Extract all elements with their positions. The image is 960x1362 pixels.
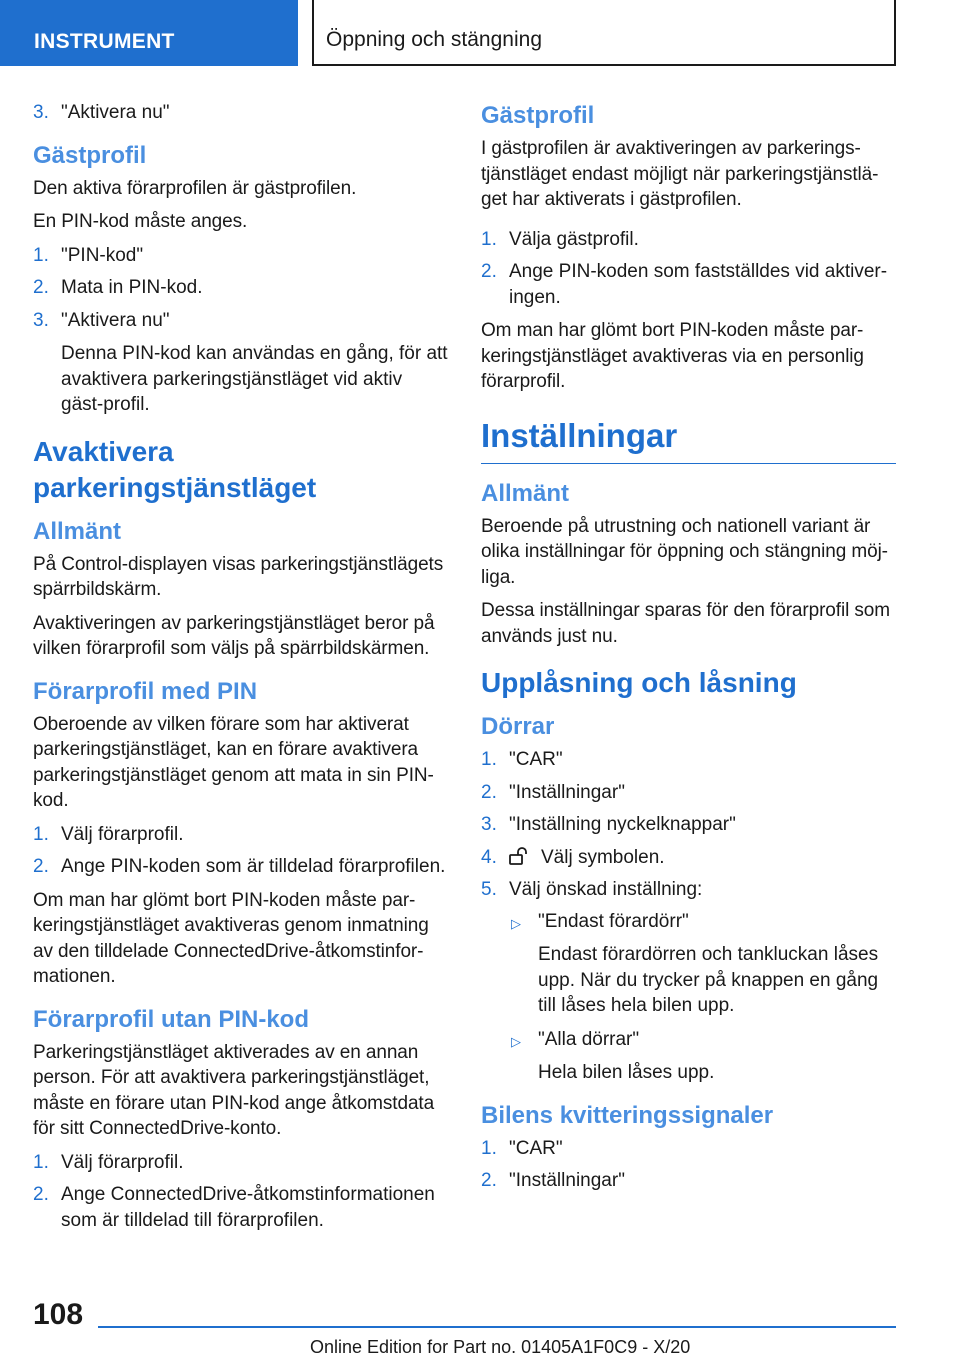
heading-guest-profile: Gästprofil xyxy=(33,141,147,169)
heading-doors: Dörrar xyxy=(481,713,555,740)
paragraph: Parkeringstjänstläget aktiverades av en annan person. För att avaktivera parkeringstjänstläget, måste en förare utan PIN-kod ange åtkomstdata för sitt ConnectedDrive-konto. xyxy=(33,1041,435,1139)
heading-general: Allmänt xyxy=(33,517,122,545)
heading-with-pin: Förarprofil med PIN xyxy=(33,677,258,705)
list-item-note: Denna PIN-kod kan användas en gång, för att avaktivera parkeringstjänstläget vid aktiv gäst-profil. xyxy=(61,343,448,415)
heading-without-pin: Förarprofil utan PIN-kod xyxy=(33,1005,309,1033)
unlocked-padlock-icon xyxy=(509,847,531,865)
list-item: 2. Mata in PIN-kod. xyxy=(33,277,203,298)
heading-locking: Upplåsning och låsning xyxy=(481,667,797,698)
step-list-guest xyxy=(33,243,448,418)
paragraph: Om man har glömt bort PIN-koden måste par-keringstjänstläget avaktiveras via en personlig förarprofil. xyxy=(481,320,864,392)
paragraph: I gästprofilen är avaktiveringen av parkerings-tjänstläget endast möjligt när parkeringstjänstlä-get har aktiverats i gästprofilen. xyxy=(481,138,879,210)
paragraph: På Control-displayen visas parkeringstjänstlägets spärrbildskärm. xyxy=(33,553,444,600)
list-item: 2. Ange ConnectedDrive-åtkomstinformationen som är tilldelad till förarprofilen. xyxy=(33,1184,435,1231)
header-section-tab xyxy=(0,0,298,66)
triangle-bullet-icon: ▷ xyxy=(511,1033,521,1049)
footer-edition: Online Edition for Part no. 01405A1F0C9 - X/20 xyxy=(310,1337,691,1357)
list-item: 3. "Inställning nyckelknappar" xyxy=(481,814,736,835)
list-item: 1. Välj förarprofil. xyxy=(33,823,184,845)
step-list-with-pin xyxy=(33,822,448,880)
footer-divider xyxy=(98,1326,896,1328)
step-list-without-pin xyxy=(33,1150,448,1234)
left-column xyxy=(33,100,448,1241)
step-list-doors xyxy=(481,747,896,1086)
paragraph: Beroende på utrustning och nationell variant är olika inställningar för öppning och stängning möj-liga. xyxy=(481,515,888,588)
header-chapter-title: Öppning och stängning xyxy=(326,28,542,51)
list-item: 1. Välja gästprofil. xyxy=(481,228,639,250)
heading-signals: Bilens kvitteringssignaler xyxy=(481,1101,774,1129)
triangle-bullet-icon: ▷ xyxy=(511,915,521,931)
paragraph: En PIN-kod måste anges. xyxy=(33,211,248,232)
list-item: 3. "Aktivera nu" Denna PIN-kod kan användas en gång, för att avaktivera parkeringstjänstläget vid aktiv gäst-profil. xyxy=(33,308,448,418)
list-item: 2. Ange PIN-koden som fastställdes vid aktiver-ingen. xyxy=(481,261,888,308)
list-item: 3. "Aktivera nu" xyxy=(33,102,170,123)
step-list-signals xyxy=(481,1136,896,1194)
option-item: ▷ "Endast förardörr" Endast förardörren och tankluckan låses upp. När du trycker på knappen en gång till låses hela bilen upp. xyxy=(509,909,896,1019)
list-item: 1. "PIN-kod" xyxy=(33,244,144,266)
list-item: 1. Välj förarprofil. xyxy=(33,1151,184,1173)
list-item: 2. "Inställningar" xyxy=(481,781,625,803)
paragraph: Den aktiva förarprofilen är gästprofilen. xyxy=(33,177,357,199)
heading-guest-profile: Gästprofil xyxy=(481,102,595,129)
paragraph: Dessa inställningar sparas för den förarprofil som används just nu. xyxy=(481,600,890,647)
step-list-top xyxy=(33,100,448,126)
heading-deactivate: Avaktivera parkeringstjänstläget xyxy=(33,435,317,503)
option-item: ▷ "Alla dörrar" Hela bilen låses upp. xyxy=(509,1027,896,1086)
heading-settings: Inställningar xyxy=(481,415,896,464)
list-item: 2. "Inställningar" xyxy=(481,1170,625,1191)
list-item: 2. Ange PIN-koden som är tilldelad förarprofilen. xyxy=(33,856,446,877)
option-list xyxy=(509,909,896,1086)
page-number: 108 xyxy=(33,1298,84,1331)
list-item: 1. "CAR" xyxy=(481,1137,563,1159)
right-column xyxy=(481,100,896,1202)
option-description: Endast förardörren och tankluckan låses upp. När du trycker på knappen en gång till låses hela bilen upp. xyxy=(538,944,879,1016)
option-description: Hela bilen låses upp. xyxy=(538,1062,715,1083)
header-section-title: INSTRUMENT xyxy=(34,30,175,53)
step-list-guest xyxy=(481,227,896,311)
paragraph: Om man har glömt bort PIN-koden måste par-keringstjänstläget avaktiveras genom inmatning av den tilldelade ConnectedDrive-åtkomstinfor-mationen. xyxy=(33,889,429,987)
paragraph: Avaktiveringen av parkeringstjänstläget beror på vilken förarprofil som väljs på spärrbildskärmen. xyxy=(33,612,435,659)
list-item: 1. "CAR" xyxy=(481,749,563,770)
list-item: 4. Välj symbolen. xyxy=(481,846,665,868)
paragraph: Oberoende av vilken förare som har aktiverat parkeringstjänstläget, kan en förare avaktivera parkeringstjänstläget genom att mata in sin PIN-kod. xyxy=(33,713,434,811)
header-chapter-box xyxy=(312,0,896,66)
heading-general: Allmänt xyxy=(481,479,570,507)
list-item: 5. Välj önskad inställning: ▷ "Endast förardörr" Endast förardörren och tankluckan låses upp. När du trycker på knappen en gång till låses hela bilen upp. ▷ "Alla dörrar" Hela bilen låses upp. xyxy=(481,877,896,1086)
